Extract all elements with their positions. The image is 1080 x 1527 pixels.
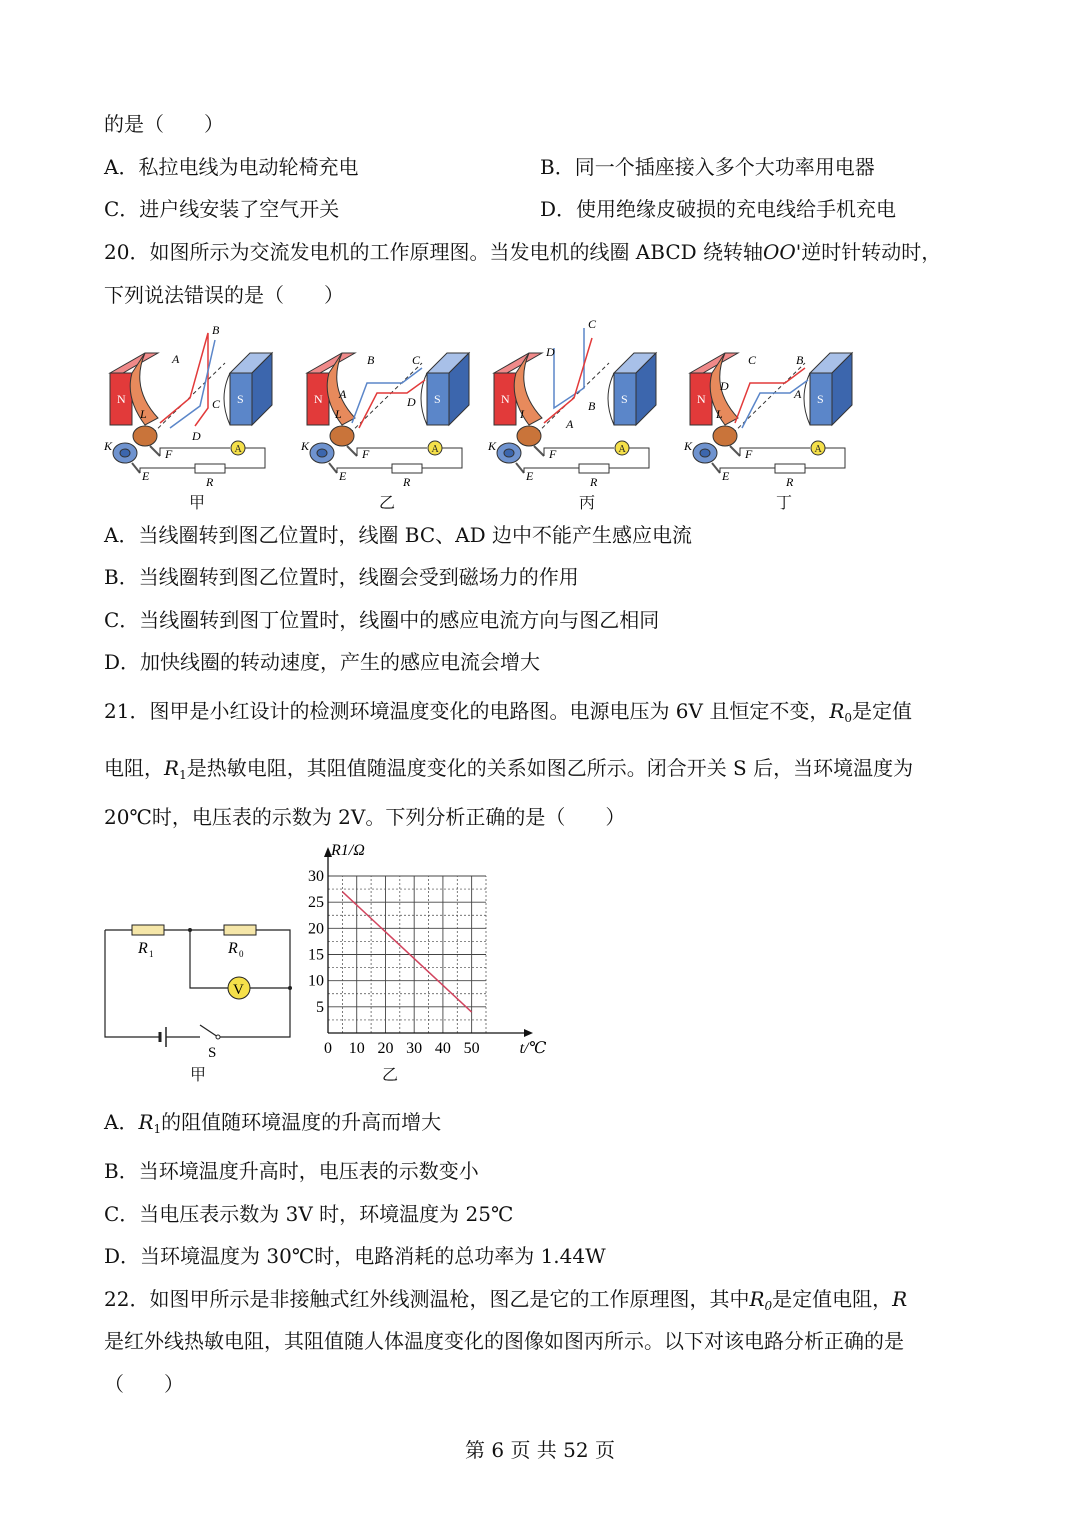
- x-axis-arrow: [524, 1029, 533, 1037]
- circuit-caption-jia: 甲: [189, 1065, 206, 1084]
- q21-circuit-diagram: [100, 915, 300, 1085]
- svg-text:C: C: [412, 353, 421, 367]
- y-tick-label: 20: [308, 920, 324, 938]
- svg-text:A: A: [172, 352, 180, 366]
- q21-option-b: B．当环境温度升高时，电压表的示数变小: [104, 1159, 479, 1183]
- svg-text:A: A: [566, 417, 574, 431]
- generator-figure-bing: [487, 318, 656, 489]
- svg-text:L: L: [335, 407, 342, 421]
- q21-stem-text-end: 是热敏电阻，其阻值随温度变化的关系如图乙所示。闭合开关 S 后，当环境温度为: [186, 756, 914, 780]
- svg-text:I: I: [520, 407, 524, 421]
- x-tick-label: 0: [324, 1040, 332, 1057]
- svg-text:B: B: [796, 353, 804, 367]
- q22-symbol-r: R: [892, 1287, 908, 1311]
- q20-axis-label: OO': [763, 240, 802, 264]
- q20-option-b: B．当线圈转到图乙位置时，线圈会受到磁场力的作用: [104, 565, 579, 589]
- svg-text:A: A: [339, 387, 347, 401]
- y-tick-label: 25: [308, 894, 324, 912]
- q20-stem-text: 20．如图所示为交流发电机的工作原理图。当发电机的线圈 ABCD 绕转轴: [104, 240, 764, 264]
- q21-stem-line2: [104, 754, 913, 789]
- q21-resistance-temperature-chart: [296, 840, 546, 1065]
- q21-option-d: D．当环境温度为 30℃时，电路消耗的总功率为 1.44W: [104, 1244, 606, 1268]
- y-axis-label: R1/Ω: [331, 842, 365, 859]
- generator-figure-jia: [103, 323, 272, 489]
- q22-stem-line1: [104, 1285, 907, 1320]
- q19-option-d: D．使用绝缘皮破损的充电线给手机充电: [540, 197, 897, 221]
- q21-stem-line3: 20℃时，电压表的示数为 2V。下列分析正确的是（ ）: [104, 805, 626, 829]
- q21-option-a-symbol: R: [138, 1110, 154, 1134]
- q21-symbol-r1: R: [164, 756, 180, 780]
- q21-symbol-r1-sub: 1: [179, 768, 187, 782]
- y-tick-label: 5: [316, 998, 324, 1016]
- svg-text:B: B: [588, 399, 596, 413]
- q20-option-a: A．当线圈转到图乙位置时，线圈 BC、AD 边中不能产生感应电流: [104, 523, 693, 547]
- svg-text:D: D: [192, 429, 201, 443]
- q20-option-c: C．当线圈转到图丁位置时，线圈中的感应电流方向与图乙相同: [104, 608, 660, 632]
- q20-stem-text-end: 逆时针转动时，: [801, 240, 942, 264]
- svg-text:D: D: [407, 395, 416, 409]
- svg-text:C: C: [748, 353, 757, 367]
- q21-option-a-sub: 1: [153, 1122, 162, 1136]
- circuit-r0-sub: 0: [239, 949, 244, 959]
- figure-caption-jia: 甲: [188, 493, 205, 512]
- chart-caption-yi: 乙: [381, 1065, 398, 1084]
- x-tick-label: 30: [406, 1040, 423, 1057]
- x-tick-label: 20: [377, 1040, 394, 1057]
- x-tick-label: 40: [434, 1040, 451, 1057]
- q22-stem-line3: （ ）: [104, 1372, 184, 1396]
- svg-text:D: D: [546, 345, 555, 359]
- q21-option-c: C．当电压表示数为 3V 时，环境温度为 25℃: [104, 1202, 514, 1226]
- q21-option-a-prefix: A．: [104, 1110, 139, 1134]
- q22-symbol-r0-sub: 0: [764, 1299, 773, 1313]
- q21-stem-text: 电阻，: [104, 756, 164, 780]
- y-tick-label: 10: [308, 972, 324, 990]
- svg-text:A: A: [794, 387, 802, 401]
- generator-figure-yi: [300, 353, 469, 489]
- q19-option-c: C．进户线安装了空气开关: [104, 197, 340, 221]
- q19-stem-tail: 的是（ ）: [104, 112, 224, 136]
- circuit-switch-label: S: [208, 1045, 217, 1061]
- svg-text:L: L: [716, 407, 723, 421]
- y-tick-label: 15: [308, 946, 324, 964]
- x-axis-label: t/℃: [519, 1040, 546, 1057]
- q22-stem-line2: 是红外线热敏电阻，其阻值随人体温度变化的图像如图丙所示。以下对该电路分析正确的是: [104, 1329, 904, 1353]
- q21-symbol-r0: R: [829, 699, 845, 723]
- svg-text:L: L: [140, 407, 147, 421]
- q21-option-a-text: 的阻值随环境温度的升高而增大: [161, 1110, 442, 1134]
- x-tick-label: 50: [463, 1040, 480, 1057]
- svg-text:D: D: [720, 379, 729, 393]
- q19-option-b: B．同一个插座接入多个大功率用电器: [540, 155, 875, 179]
- x-tick-label: 10: [348, 1040, 365, 1057]
- svg-text:C: C: [588, 318, 597, 331]
- generator-figures: A K E F B A C D L B C A D L C D B A I C B D A L: [100, 318, 880, 513]
- figure-caption-bing: 丙: [578, 493, 595, 512]
- q21-option-a: [104, 1108, 441, 1143]
- q22-stem-text: 22．如图甲所示是非接触式红外线测温枪，图乙是它的工作原理图，其中: [104, 1287, 750, 1311]
- q19-option-a: A．私拉电线为电动轮椅充电: [104, 155, 359, 179]
- circuit-r0-label: R: [228, 940, 238, 957]
- q22-symbol-r0: R: [749, 1287, 765, 1311]
- circuit-voltmeter-label: V: [233, 982, 244, 998]
- circuit-r1-sub: 1: [149, 949, 154, 959]
- q20-stem-line1: [104, 238, 941, 266]
- q21-stem-line1: [104, 697, 912, 732]
- generator-figure-ding: [683, 353, 852, 489]
- q22-stem-text-mid: 是定值电阻，: [772, 1287, 893, 1311]
- svg-text:B: B: [367, 353, 375, 367]
- q20-option-d: D．加快线圈的转动速度，产生的感应电流会增大: [104, 650, 541, 674]
- q21-stem-text-end: 是定值: [852, 699, 913, 723]
- y-tick-label: 30: [308, 868, 324, 885]
- svg-text:B: B: [212, 323, 220, 337]
- svg-text:C: C: [212, 397, 221, 411]
- figure-caption-ding: 丁: [775, 493, 792, 512]
- page-footer: 第 6 页 共 52 页: [465, 1438, 615, 1462]
- q21-stem-text: 21．图甲是小红设计的检测环境温度变化的电路图。电源电压为 6V 且恒定不变，: [104, 699, 830, 723]
- q21-symbol-r0-sub: 0: [844, 711, 853, 725]
- figure-caption-yi: 乙: [378, 493, 395, 512]
- q20-stem-line2: 下列说法错误的是（ ）: [104, 283, 344, 307]
- circuit-r1-label: R: [138, 940, 148, 957]
